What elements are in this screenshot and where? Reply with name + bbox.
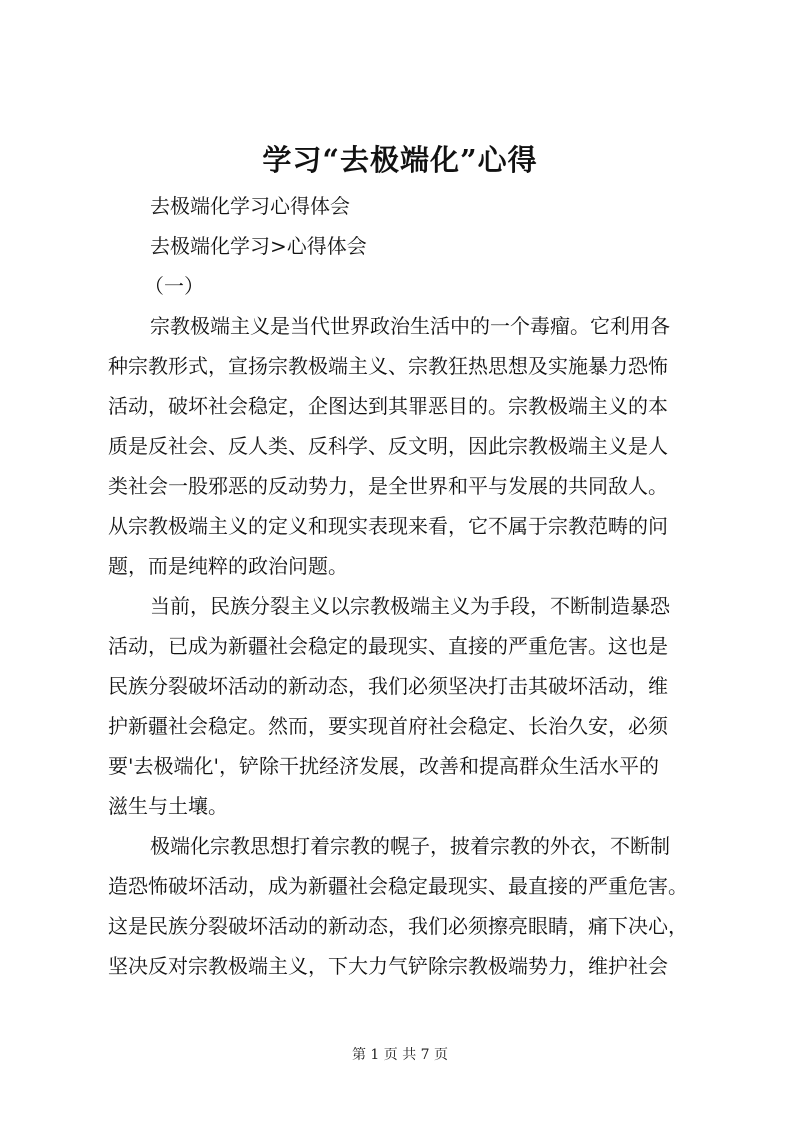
paragraph-line: 种宗教形式，宣扬宗教极端主义、宗教狂热思想及实施暴力恐怖	[108, 354, 668, 378]
paragraph-line: 活动，破坏社会稳定，企图达到其罪恶目的。宗教极端主义的本	[108, 394, 668, 418]
paragraph-line: 质是反社会、反人类、反科学、反文明，因此宗教极端主义是人	[108, 434, 668, 458]
section-number: （一）	[144, 274, 204, 298]
paragraph-line: 类社会一股邪恶的反动势力，是全世界和平与发展的共同敌人。	[108, 474, 668, 498]
subtitle-line: 去极端化学习心得体会	[150, 194, 350, 218]
paragraph-line: 坚决反对宗教极端主义，下大力气铲除宗教极端势力，维护社会	[108, 954, 668, 978]
document-body	[108, 186, 708, 986]
paragraph-line: 当前，民族分裂主义以宗教极端主义为手段，不断制造暴恐	[150, 594, 670, 618]
paragraph-line: 题，而是纯粹的政治问题。	[108, 554, 348, 578]
paragraph-line: 护新疆社会稳定。然而，要实现首府社会稳定、长治久安，必须	[108, 714, 668, 738]
page-footer: 第 1 页 共 7 页	[351, 1047, 449, 1063]
document-title: 学习“去极端化”心得	[262, 143, 538, 177]
paragraph-line: 造恐怖破坏活动，成为新疆社会稳定最现实、最直接的严重危害。	[108, 874, 688, 898]
paragraph-line: 要'去极端化'，铲除干扰经济发展，改善和提高群众生活水平的	[108, 754, 659, 778]
subtitle-line: 去极端化学习>心得体会	[150, 234, 367, 258]
paragraph-line: 极端化宗教思想打着宗教的幌子，披着宗教的外衣，不断制	[150, 834, 670, 858]
paragraph-line: 从宗教极端主义的定义和现实表现来看，它不属于宗教范畴的问	[108, 514, 668, 538]
paragraph-line: 这是民族分裂破坏活动的新动态，我们必须擦亮眼睛，痛下决心，	[108, 914, 688, 938]
paragraph-line: 活动，已成为新疆社会稳定的最现实、直接的严重危害。这也是	[108, 634, 668, 658]
paragraph-line: 民族分裂破坏活动的新动态，我们必须坚决打击其破坏活动，维	[108, 674, 668, 698]
paragraph-line: 宗教极端主义是当代世界政治生活中的一个毒瘤。它利用各	[150, 314, 670, 338]
paragraph-line: 滋生与土壤。	[108, 794, 228, 818]
